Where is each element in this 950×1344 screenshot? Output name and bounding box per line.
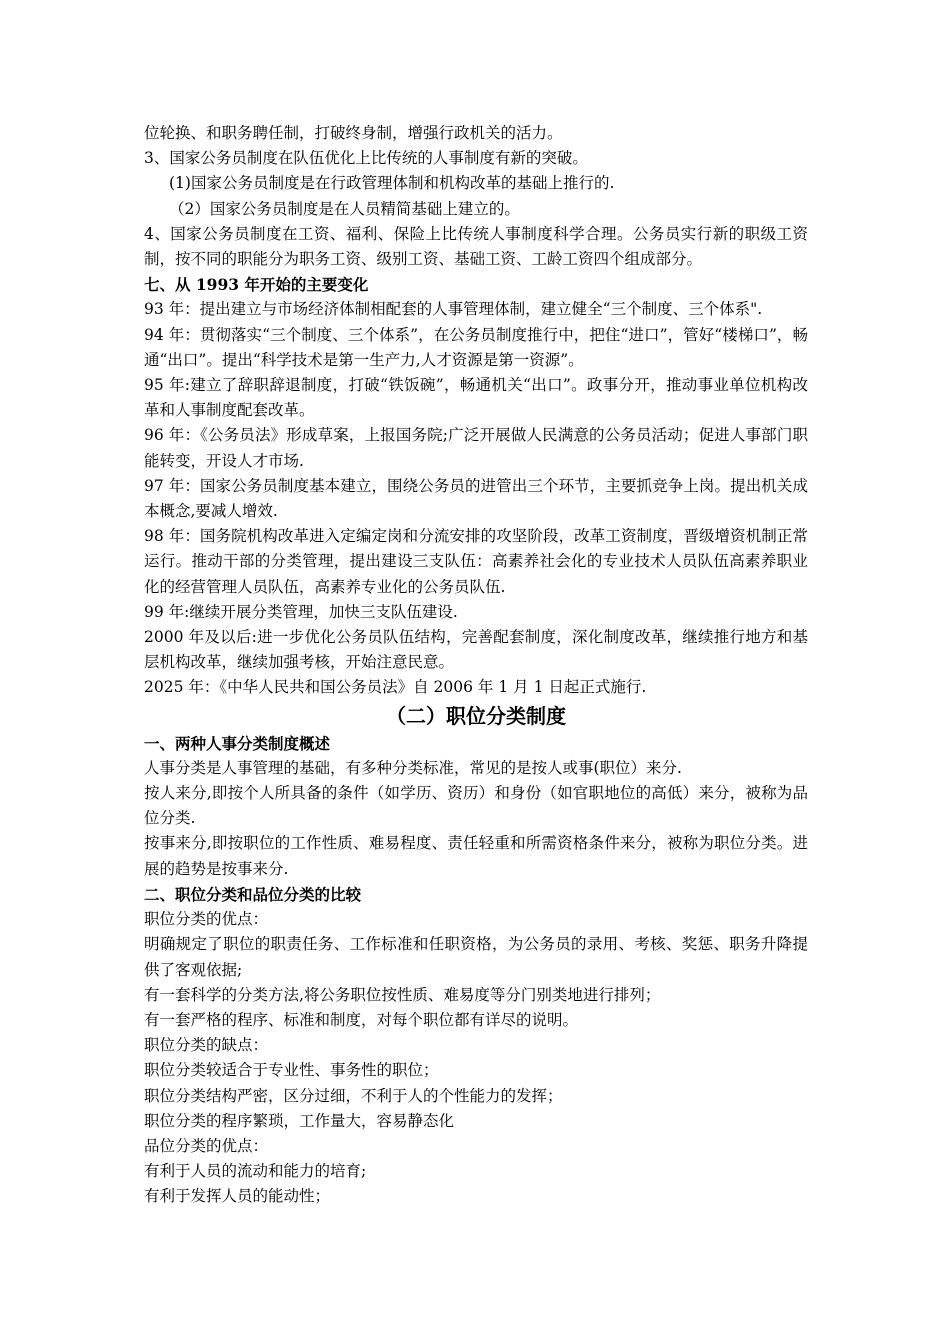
paragraph: 有利于人员的流动和能力的培育;: [144, 1162, 367, 1181]
paragraph: 按事来分,即按职位的工作性质、难易程度、责任轻重和所需资格条件来分，被称为职位分类。进展的趋势是按事来分.: [144, 834, 808, 878]
paragraph: （2）国家公务员制度是在人员精简基础上建立的。: [169, 199, 520, 218]
paragraph: 职位分类结构严密，区分过细，不利于人的个性能力的发挥；: [144, 1086, 563, 1105]
section-heading: 七、从 1993 年开始的主要变化: [144, 275, 369, 295]
chapter-title: （二）职位分类制度: [386, 703, 566, 728]
section-heading: 二、职位分类和品位分类的比较: [144, 884, 362, 904]
paragraph: 按人来分,即按个人所具备的条件（如学历、资历）和身份（如官职地位的高低）来分，被称为品位分类.: [144, 784, 808, 828]
paragraph: 职位分类的优点：: [144, 910, 269, 929]
paragraph: 人事分类是人事管理的基础，有多种分类标准，常见的是按人或事(职位）来分.: [144, 758, 682, 777]
section-heading: 一、两种人事分类制度概述: [144, 733, 331, 753]
paragraph: 4、国家公务员制度在工资、福利、保险上比传统人事制度科学合理。公务员实行新的职级工资制，按不同的职能分为职务工资、级别工资、基础工资、工龄工资四个组成部分。: [144, 224, 808, 269]
paragraph: 94 年：贯彻落实“三个制度、三个体系”，在公务员制度推行中，把住“进口”，管好“楼梯口”，畅通“出口”。提出“科学技术是第一生产力,人才资源是第一资源”。: [144, 325, 808, 369]
paragraph: 明确规定了职位的职责任务、工作标准和任职资格，为公务员的录用、考核、奖惩、职务升降提供了客观依据;: [144, 935, 808, 979]
paragraph: 职位分类的缺点：: [144, 1036, 269, 1055]
paragraph: 96 年：《公务员法》形成草案，上报国务院;广泛开展做人民满意的公务员活动；促进人事部门职能转变，开设人才市场.: [144, 426, 808, 470]
paragraph: 品位分类的优点：: [144, 1136, 269, 1155]
paragraph: 位轮换、和职务聘任制，打破终身制，增强行政机关的活力。: [144, 124, 563, 142]
paragraph: 3、国家公务员制度在队伍优化上比传统的人事制度有新的突破。: [144, 149, 588, 168]
paragraph: 2000 年及以后:进一步优化公务员队伍结构，完善配套制度，深化制度改革，继续推行地方和基层机构改革，继续加强考核，开始注意民意。: [144, 628, 808, 672]
paragraph: (1)国家公务员制度是在行政管理体制和机构改革的基础上推行的.: [169, 174, 615, 193]
paragraph: 职位分类的程序繁琐，工作量大，容易静态化: [144, 1111, 455, 1130]
paragraph: 99 年:继续开展分类管理，加快三支队伍建设.: [144, 602, 458, 621]
paragraph: 有一套严格的程序、标准和制度，对每个职位都有详尽的说明。: [144, 1010, 579, 1029]
paragraph: 97 年：国家公务员制度基本建立，围绕公务员的进管出三个环节，主要抓竞争上岗。提出机关成本概念,要减人增效.: [144, 476, 808, 521]
paragraph: 93 年：提出建立与市场经济体制相配套的人事管理体制，建立健全“三个制度、三个体系".: [144, 300, 763, 319]
paragraph: 95 年:建立了辞职辞退制度，打破“铁饭碗”，畅通机关“出口”。政事分开，推动事业单位机构改革和人事制度配套改革。: [144, 376, 808, 420]
paragraph: 有利于发挥人员的能动性；: [144, 1187, 331, 1206]
paragraph: 98 年：国务院机构改革进入定编定岗和分流安排的攻坚阶段，改革工资制度，晋级增资机制正常运行。推动干部的分类管理，提出建设三支队伍：高素养社会化的专业技术人员队伍高素养职业化的经营管理人员队伍，高素养专业化的公务员队伍.: [144, 527, 808, 596]
paragraph: 职位分类较适合于专业性、事务性的职位；: [144, 1061, 439, 1080]
paragraph: 2025 年：《中华人民共和国公务员法》自 2006 年 1 月 1 日起正式施行.: [144, 678, 647, 697]
paragraph: 有一套科学的分类方法,将公务职位按性质、难易度等分门别类地进行排列；: [144, 985, 661, 1004]
document-page: [144, 121, 808, 1210]
